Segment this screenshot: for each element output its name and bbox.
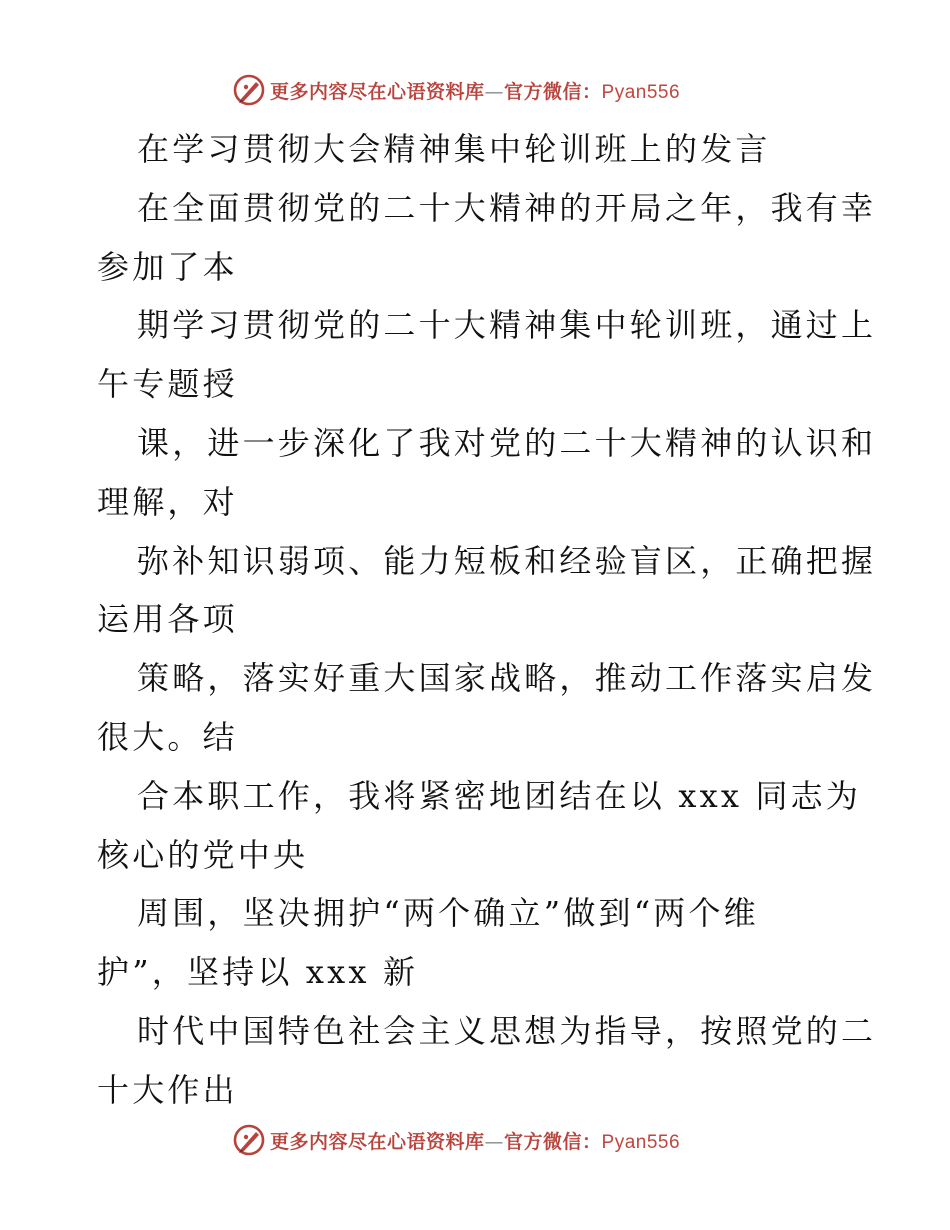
text-line: 理解，对 bbox=[97, 482, 238, 521]
quill-pen-logo-icon bbox=[232, 73, 266, 107]
text-line: 周围，坚决拥护“两个确立”做到“两个维 bbox=[137, 894, 759, 933]
watermark-wechat-label: 官方微信： bbox=[504, 80, 602, 103]
text-line: 课，进一步深化了我对党的二十大精神的认识和 bbox=[137, 423, 877, 462]
watermark-wechat-id: Pyan556 bbox=[601, 1131, 681, 1153]
watermark-text: 更多内容尽在心语资料库 bbox=[270, 1130, 485, 1153]
watermark-separator: — bbox=[484, 80, 505, 103]
text-line: 很大。结 bbox=[97, 717, 238, 756]
text-line: 核心的党中央 bbox=[97, 835, 309, 874]
text-line: 运用各项 bbox=[97, 600, 238, 639]
text-line: 弥补知识弱项、能力短板和经验盲区，正确把握 bbox=[137, 541, 877, 580]
quill-pen-logo-icon bbox=[232, 1123, 266, 1157]
text-line: 期学习贯彻党的二十大精神集中轮训班，通过上 bbox=[137, 306, 877, 345]
text-line: 参加了本 bbox=[97, 247, 238, 286]
watermark-wechat-label: 官方微信： bbox=[504, 1130, 602, 1153]
watermark-wechat-id: Pyan556 bbox=[601, 81, 681, 103]
text-line: 合本职工作，我将紧密地团结在以 xxx 同志为 bbox=[137, 776, 862, 815]
text-line: 午专题授 bbox=[97, 365, 238, 404]
document-title: 在学习贯彻大会精神集中轮训班上的发言 bbox=[137, 130, 771, 168]
text-line: 时代中国特色社会主义思想为指导，按照党的二 bbox=[137, 1011, 877, 1050]
document-body bbox=[97, 120, 877, 1120]
text-line: 策略，落实好重大国家战略，推动工作落实启发 bbox=[137, 659, 877, 698]
text-line: 护”，坚持以 xxx 新 bbox=[97, 953, 419, 992]
footer-watermark bbox=[232, 1122, 680, 1158]
text-line: 十大作出 bbox=[97, 1070, 238, 1109]
header-watermark bbox=[232, 72, 680, 108]
watermark-text: 更多内容尽在心语资料库 bbox=[270, 80, 485, 103]
watermark-separator: — bbox=[484, 1130, 505, 1153]
text-line: 在全面贯彻党的二十大精神的开局之年，我有幸 bbox=[137, 188, 877, 227]
